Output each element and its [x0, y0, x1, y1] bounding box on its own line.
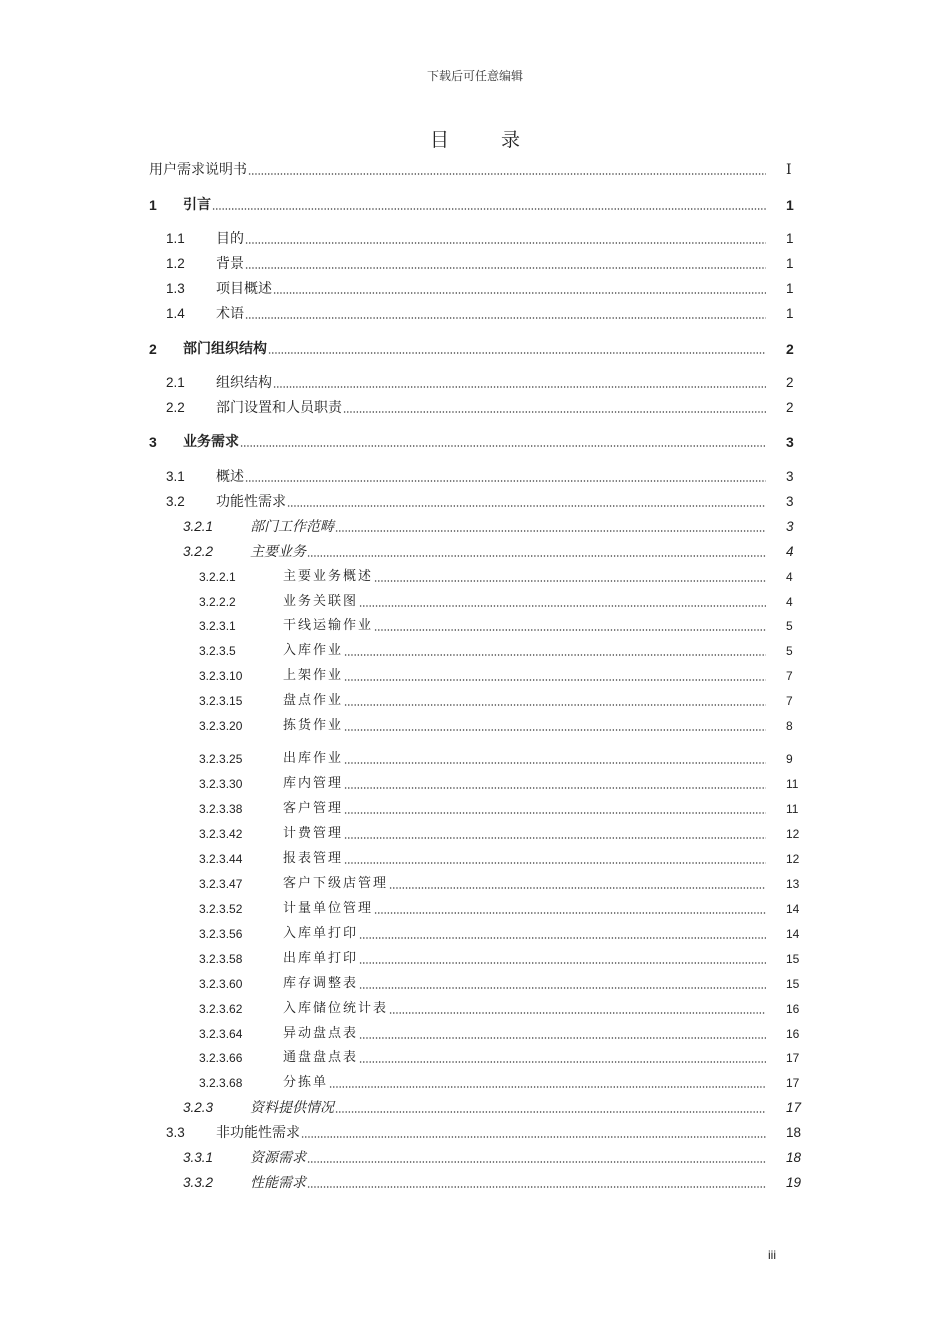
toc-leader-dots: [212, 208, 766, 210]
toc-entry-number: 3.2.3.42: [199, 827, 243, 841]
toc-entry-number: 3.2.3.20: [199, 719, 243, 733]
toc-leader-dots: [344, 862, 766, 864]
toc-leader-dots: [389, 887, 766, 889]
toc-leader-dots: [389, 1012, 766, 1014]
toc-leader-dots: [359, 1037, 766, 1039]
toc-entry-number: 3.2.3.47: [199, 877, 243, 891]
toc-entry-page: 4: [786, 595, 793, 609]
toc-leader-dots: [245, 267, 766, 269]
toc-entry-page: 2: [786, 375, 794, 390]
toc-entry-page: 15: [786, 977, 800, 991]
toc-entry-page: 5: [786, 619, 793, 633]
toc-leader-dots: [307, 1186, 766, 1188]
toc-entry-label: 计量单位管理: [283, 901, 374, 916]
toc-entry-label: 用户需求说明书: [149, 162, 247, 178]
toc-leader-dots: [273, 386, 766, 388]
toc-entry-label: 资料提供情况: [250, 1100, 334, 1116]
toc-entry-label: 业务关联图: [283, 594, 359, 609]
toc-entry-number: 3.3: [166, 1125, 185, 1140]
toc-entry-page: 3: [786, 494, 794, 509]
toc-leader-dots: [287, 505, 766, 507]
toc-entry-label: 报表管理: [283, 851, 344, 866]
toc-entry-number: 1.4: [166, 306, 185, 321]
toc-entry-number: 1.3: [166, 281, 185, 296]
toc-entry[interactable]: [0, 397, 950, 419]
toc-entry[interactable]: [0, 431, 950, 453]
toc-entry[interactable]: [0, 466, 950, 488]
toc-entry-page: 12: [786, 827, 800, 841]
toc-leader-dots: [344, 787, 766, 789]
toc-entry[interactable]: [0, 278, 950, 300]
toc-leader-dots: [374, 912, 766, 914]
toc-entry-page: 3: [786, 519, 794, 534]
toc-entry-number: 3.2.3: [183, 1100, 214, 1115]
toc-entry-page: 18: [786, 1125, 802, 1140]
toc-entry-number: 3.2.3.5: [199, 644, 236, 658]
toc-leader-dots: [240, 445, 766, 447]
toc-entry-label: 异动盘点表: [283, 1026, 359, 1041]
toc-leader-dots: [335, 530, 766, 532]
toc-entry-number: 3.2.2.2: [199, 595, 236, 609]
toc-entry-number: 3.2.3.62: [199, 1002, 243, 1016]
toc-entry-label: 入库储位统计表: [283, 1001, 389, 1016]
toc-entry-page: 1: [786, 231, 794, 246]
toc-entry[interactable]: [0, 665, 950, 687]
toc-leader-dots: [344, 812, 766, 814]
toc-leader-dots: [248, 173, 766, 175]
toc-leader-dots: [245, 242, 766, 244]
toc-entry[interactable]: [0, 948, 950, 970]
page-number: iii: [768, 1248, 776, 1262]
toc-entry-label: 通盘盘点表: [283, 1050, 359, 1065]
toc-entry-page: I: [786, 162, 792, 178]
toc-entry[interactable]: [0, 640, 950, 662]
toc-leader-dots: [344, 654, 766, 656]
toc-entry-page: 16: [786, 1027, 800, 1041]
toc-entry[interactable]: [0, 1072, 950, 1094]
toc-entry-page: 3: [786, 469, 794, 484]
toc-entry-label: 部门工作范畴: [250, 519, 334, 535]
toc-title-right: 录: [501, 129, 521, 151]
toc-entry-page: 17: [786, 1051, 800, 1065]
toc-entry[interactable]: [0, 516, 950, 538]
toc-entry-number: 2.1: [166, 375, 185, 390]
toc-leader-dots: [374, 580, 766, 582]
toc-entry[interactable]: [0, 1122, 950, 1144]
toc-leader-dots: [344, 729, 766, 731]
toc-entry[interactable]: [0, 773, 950, 795]
toc-entry-label: 客户下级店管理: [283, 876, 389, 891]
toc-entry[interactable]: [0, 372, 950, 394]
toc-entry-label: 客户管理: [283, 801, 344, 816]
toc-title-left: 目: [429, 129, 449, 151]
toc-entry-number: 3.1: [166, 469, 185, 484]
toc-entry-label: 计费管理: [283, 826, 344, 841]
toc-entry-page: 11: [786, 777, 799, 791]
toc-entry-page: 13: [786, 877, 800, 891]
toc-entry-page: 5: [786, 644, 793, 658]
toc-entry[interactable]: [0, 1147, 950, 1169]
toc-entry-number: 3.2.3.15: [199, 694, 243, 708]
toc-leader-dots: [329, 1086, 766, 1088]
toc-entry-number: 3.2.1: [183, 519, 214, 534]
toc-leader-dots: [307, 1161, 766, 1163]
toc-entry-page: 14: [786, 902, 800, 916]
toc-entry[interactable]: [0, 591, 950, 613]
toc-entry[interactable]: [0, 159, 950, 181]
toc-entry-label: 非功能性需求: [216, 1125, 300, 1141]
toc-entry[interactable]: [0, 973, 950, 995]
page-header: 下载后可任意编辑: [426, 69, 523, 83]
toc-entry[interactable]: [0, 715, 950, 737]
toc-entry-label: 背景: [216, 256, 244, 272]
toc-entry[interactable]: [0, 998, 950, 1020]
toc-entry-page: 2: [786, 400, 794, 415]
toc-entry-page: 14: [786, 927, 800, 941]
toc-entry-number: 3.2.3.10: [199, 669, 243, 683]
toc-entry-label: 主要业务概述: [283, 569, 374, 584]
toc-entry-label: 入库单打印: [283, 926, 359, 941]
toc-entry-number: 3.2.3.30: [199, 777, 243, 791]
toc-leader-dots: [359, 1061, 766, 1063]
toc-entry-number: 3.2.3.66: [199, 1051, 243, 1065]
toc-entry[interactable]: [0, 898, 950, 920]
toc-entry-page: 1: [786, 256, 794, 271]
toc-entry-number: 2.2: [166, 400, 185, 415]
toc-entry-page: 7: [786, 669, 793, 683]
toc-entry-number: 3.2.3.44: [199, 852, 243, 866]
toc-entry-label: 引言: [183, 197, 211, 213]
toc-leader-dots: [359, 605, 766, 607]
toc-entry-number: 3.2.3.56: [199, 927, 243, 941]
toc-entry-page: 17: [786, 1100, 802, 1115]
toc-entry-number: 3.2.2.1: [199, 570, 236, 584]
toc-leader-dots: [344, 837, 766, 839]
toc-entry-page: 18: [786, 1150, 802, 1165]
toc-entry-number: 3.2.2: [183, 544, 214, 559]
toc-entry-page: 4: [786, 570, 793, 584]
toc-entry-number: 3.2.3.58: [199, 952, 243, 966]
toc-entry[interactable]: [0, 823, 950, 845]
toc-leader-dots: [307, 555, 766, 557]
toc-entry-number: 3: [149, 434, 157, 450]
toc-entry-page: 16: [786, 1002, 800, 1016]
toc-entry[interactable]: [0, 1172, 950, 1194]
toc-entry-label: 项目概述: [216, 281, 272, 297]
toc-leader-dots: [344, 679, 766, 681]
toc-leader-dots: [359, 962, 766, 964]
toc-leader-dots: [268, 352, 766, 354]
toc-entry-number: 3.2.3.25: [199, 752, 243, 766]
toc-entry[interactable]: [0, 615, 950, 637]
toc-entry-page: 19: [786, 1175, 802, 1190]
toc-entry-page: 1: [786, 281, 794, 296]
toc-entry-label: 业务需求: [183, 434, 239, 450]
toc-entry-page: 17: [786, 1076, 800, 1090]
toc-entry-label: 组织结构: [216, 375, 272, 391]
toc-entry-label: 入库作业: [283, 643, 344, 658]
toc-entry-label: 库内管理: [283, 776, 344, 791]
toc-leader-dots: [343, 411, 766, 413]
toc-entry-label: 性能需求: [250, 1175, 306, 1191]
toc-entry-number: 3.2.3.68: [199, 1076, 243, 1090]
toc-entry-page: 8: [786, 719, 793, 733]
toc-leader-dots: [335, 1111, 766, 1113]
toc-entry-number: 1.2: [166, 256, 185, 271]
toc-entry[interactable]: [0, 748, 950, 770]
toc-entry-number: 3.3.1: [183, 1150, 214, 1165]
toc-leader-dots: [245, 480, 766, 482]
toc-entry-label: 目的: [216, 231, 244, 247]
toc-entry[interactable]: [0, 541, 950, 563]
toc-leader-dots: [374, 629, 766, 631]
toc-entry[interactable]: [0, 1047, 950, 1069]
toc-entry-page: 4: [786, 544, 794, 559]
toc-entry-page: 9: [786, 752, 793, 766]
toc-entry-label: 分拣单: [283, 1075, 329, 1090]
toc-entry[interactable]: [0, 338, 950, 360]
toc-entry-page: 1: [786, 197, 794, 213]
toc-entry-label: 出库作业: [283, 751, 344, 766]
toc-entry-number: 3.2.3.60: [199, 977, 243, 991]
toc-entry-number: 3.2.3.38: [199, 802, 243, 816]
toc-entry-label: 术语: [216, 306, 244, 322]
toc-entry-label: 部门组织结构: [183, 341, 267, 357]
toc-leader-dots: [344, 762, 766, 764]
toc-entry-label: 干线运输作业: [283, 618, 374, 633]
toc-entry[interactable]: [0, 690, 950, 712]
toc-entry[interactable]: [0, 228, 950, 250]
toc-entry-page: 12: [786, 852, 800, 866]
toc-entry[interactable]: [0, 303, 950, 325]
toc-entry-number: 3.2.3.1: [199, 619, 236, 633]
toc-entry-label: 功能性需求: [216, 494, 286, 510]
toc-entry[interactable]: [0, 194, 950, 216]
toc-entry-label: 部门设置和人员职责: [216, 400, 342, 416]
toc-entry-label: 上架作业: [283, 668, 344, 683]
toc-entry-number: 1: [149, 197, 157, 213]
toc-entry-number: 2: [149, 341, 157, 357]
toc-entry[interactable]: [0, 253, 950, 275]
toc-entry-label: 资源需求: [250, 1150, 306, 1166]
toc-entry[interactable]: [0, 566, 950, 588]
toc-entry[interactable]: [0, 1023, 950, 1045]
toc-entry-label: 拣货作业: [283, 718, 344, 733]
toc-leader-dots: [359, 937, 766, 939]
toc-entry-label: 库存调整表: [283, 976, 359, 991]
toc-entry-number: 3.2: [166, 494, 185, 509]
toc-entry[interactable]: [0, 848, 950, 870]
toc-entry-page: 7: [786, 694, 793, 708]
toc-entry[interactable]: [0, 491, 950, 513]
toc-entry-number: 1.1: [166, 231, 185, 246]
toc-entry[interactable]: [0, 1097, 950, 1119]
toc-entry-number: 3.2.3.64: [199, 1027, 243, 1041]
toc-entry-number: 3.3.2: [183, 1175, 214, 1190]
toc-entry[interactable]: [0, 873, 950, 895]
toc-leader-dots: [301, 1136, 766, 1138]
toc-entry[interactable]: [0, 923, 950, 945]
toc-leader-dots: [344, 704, 766, 706]
toc-leader-dots: [359, 987, 766, 989]
toc-entry-number: 3.2.3.52: [199, 902, 243, 916]
toc-entry-label: 概述: [216, 469, 244, 485]
toc-entry-page: 2: [786, 341, 794, 357]
toc-entry-page: 3: [786, 434, 794, 450]
toc-leader-dots: [245, 317, 766, 319]
toc-entry-page: 11: [786, 802, 799, 816]
toc-entry-label: 出库单打印: [283, 951, 359, 966]
toc-entry-page: 1: [786, 306, 794, 321]
toc-leader-dots: [273, 292, 766, 294]
toc-entry-page: 15: [786, 952, 800, 966]
toc-entry-label: 盘点作业: [283, 693, 344, 708]
toc-entry[interactable]: [0, 798, 950, 820]
toc-entry-label: 主要业务: [250, 544, 306, 560]
